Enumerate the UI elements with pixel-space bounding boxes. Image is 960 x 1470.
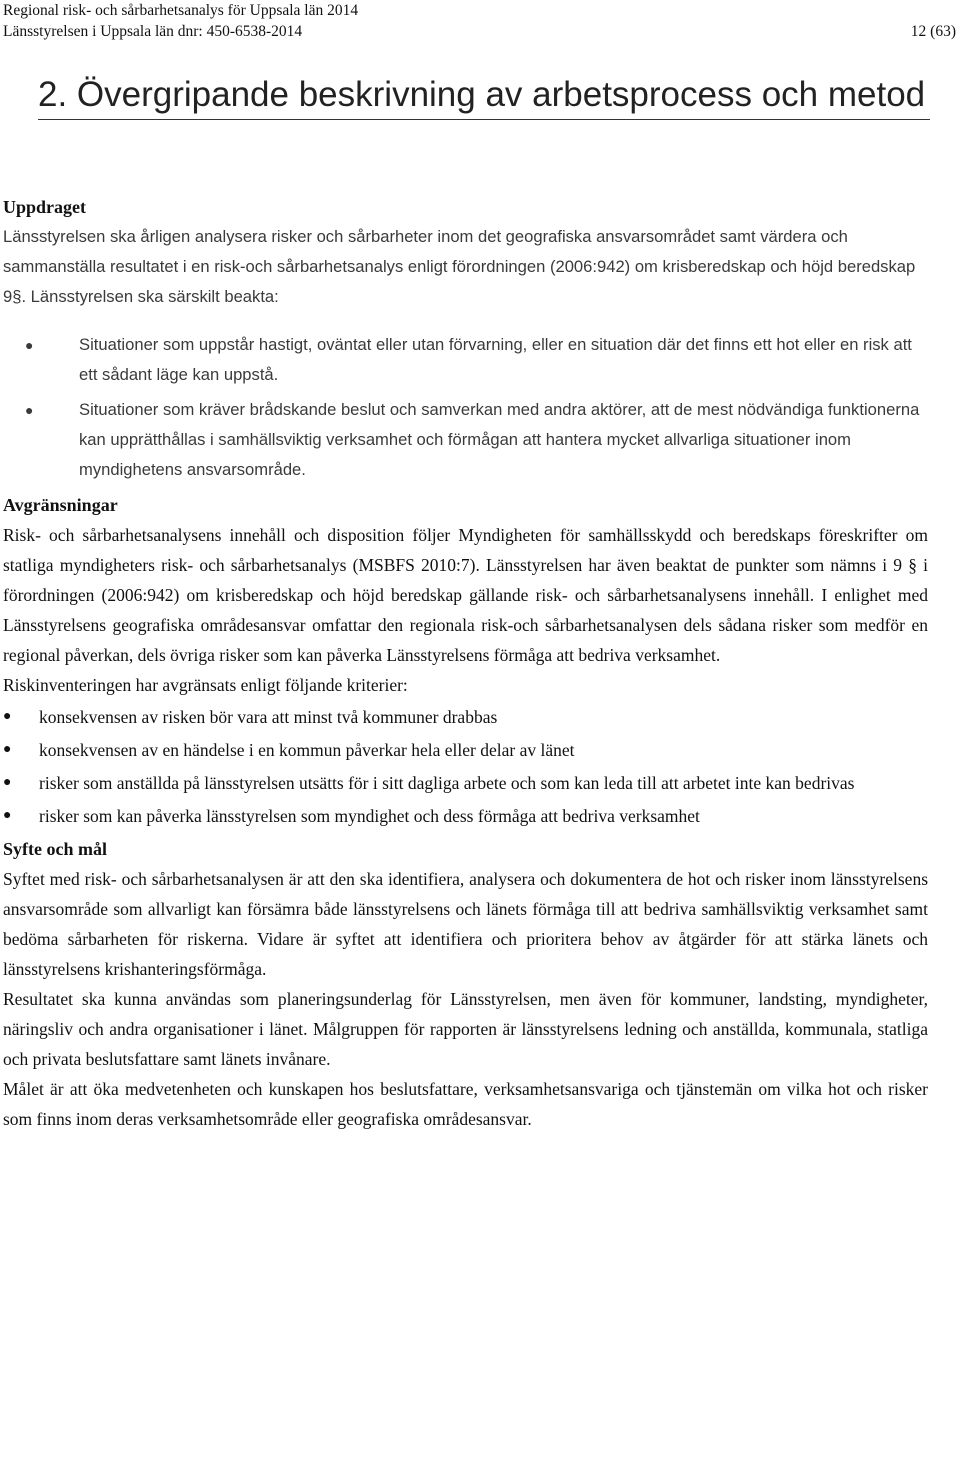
bullet-icon: ● [3,808,12,823]
section-title: 2. Övergripande beskrivning av arbetsprocess och metod [38,72,930,120]
bullet-icon: ● [3,775,12,790]
list-item-text: risker som kan påverka länsstyrelsen som myndighet och dess förmåga att bedriva verksamhet [39,806,700,826]
list-item [3,735,928,765]
bullet-icon: ● [25,337,34,353]
resultat-paragraph: Resultatet ska kunna användas som planeringsunderlag för Länsstyrelsen, men även för kommuner, landsting, myndigheter, näringsliv och andra organisationer i länet. Målgruppen för rapporten är länsstyrelsens ledning och anställda, kommunala, statliga och privata beslutsfattare samt länets invånare. [3,989,928,1069]
avgransningar-paragraph: Risk- och sårbarhetsanalysens innehåll och disposition följer Myndigheten för samhällsskydd och beredskaps föreskrifter om statliga myndigheters risk- och sårbarhetsanalys (MSBFS 2010:7). Länsstyrelsen har även beaktat de punkter som nämns i 9 § i förordningen (2006:942) om krisberedskap och höjd beredskap gällande risk- och sårbarhetsanalysens innehåll. I enlighet med Länsstyrelsens geografiska områdesansvar omfattar den regionala risk-och sårbarhetsanalysen dels sådana risker som medför en regional påverkan, dels övriga risker som kan påverka Länsstyrelsens förmåga att bedriva verksamhet. [3,525,928,665]
bullet-icon: ● [3,709,12,724]
list-item-text: Situationer som kräver brådskande beslut och samverkan med andra aktörer, att de mest nödvändiga funktionerna kan upprätthållas i samhällsviktig verksamhet och förmågan att hantera mycket allvarliga situationer inom myndighetens ansvarsområde. [79,400,920,479]
list-item-text: konsekvensen av risken bör vara att minst två kommuner drabbas [39,707,498,727]
heading-uppdraget: Uppdraget [3,197,87,217]
list-item [25,395,928,485]
list-item [3,768,928,798]
list-item-text: konsekvensen av en händelse i en kommun påverkar hela eller delar av länet [39,740,575,760]
uppdraget-bullet-list [3,330,928,485]
bullet-icon: ● [3,742,12,757]
list-item-text: risker som anställda på länsstyrelsen utsätts för i sitt dagliga arbete och som kan leda till att arbetet inte kan bedrivas [39,773,855,793]
list-item-text: Situationer som uppstår hastigt, oväntat eller utan förvarning, eller en situation där det finns ett hot eller en risk att ett sådant läge kan uppstå. [79,335,912,384]
list-item [3,702,928,732]
heading-avgransningar: Avgränsningar [3,495,118,515]
page-header [3,0,956,42]
header-report-title: Regional risk- och sårbarhetsanalys för Uppsala län 2014 [3,2,359,19]
list-item [25,330,928,390]
list-item [3,801,928,831]
header-authority-dnr: Länsstyrelsen i Uppsala län dnr: 450-6538-2014 [3,23,303,40]
page-number: 12 (63) [910,23,956,40]
malet-paragraph: Målet är att öka medvetenheten och kunskapen hos beslutsfattare, verksamhetsansvariga och tjänstemän om vilka hot och risker som finns inom deras verksamhetsområde eller geografiska områdesansvar. [3,1079,928,1129]
document-body [3,192,928,1134]
criteria-bullet-list [3,702,928,831]
heading-syfte-och-mal: Syfte och mål [3,839,107,859]
bullet-icon: ● [25,402,34,418]
syfte-paragraph: Syftet med risk- och sårbarhetsanalysen är att den ska identifiera, analysera och dokumentera de hot och risker inom länsstyrelsens ansvarsområde som allvarligt kan försämra både länsstyrelsens och länets förmåga till att bedriva samhällsviktig verksamhet samt bedöma sårbarheten för riskerna. Vidare är syftet att identifiera och prioritera behov av åtgärder för att stärka länets och länsstyrelsens krishanteringsförmåga. [3,869,928,979]
uppdraget-paragraph: Länsstyrelsen ska årligen analysera risker och sårbarheter inom det geografiska ansvarsområdet samt värdera och sammanställa resultatet i en risk-och sårbarhetsanalys enligt förordningen (2006:942) om krisberedskap och höjd beredskap 9§. Länsstyrelsen ska särskilt beakta: [3,227,916,306]
criteria-intro: Riskinventeringen har avgränsats enligt följande kriterier: [3,675,408,695]
